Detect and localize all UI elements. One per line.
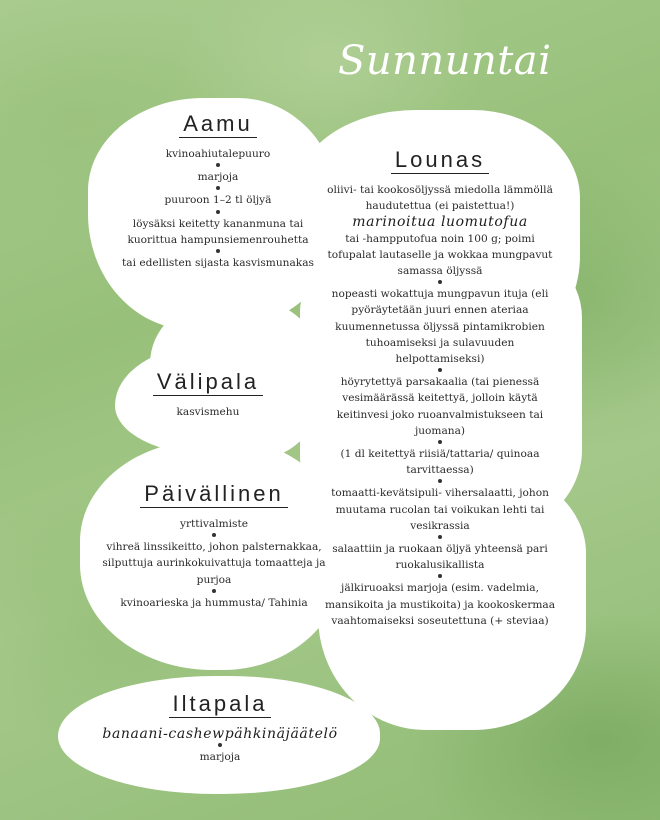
list-item: nopeasti wokattuja mungpavun ituja (eli pyöräytetään juuri ennen ateriaa kuumennetussa öljyssä pintamikrobien tuhoamiseksi ja sulavuuden helpottamiseksi): [331, 288, 549, 366]
section-lounas: [320, 148, 560, 629]
lounas-intro2: tai -hampputofua noin 100 g; poimi tofupalat lautaselle ja wokkaa mungpavut samassa öljyssä: [327, 232, 553, 278]
bullet-dot: [438, 479, 442, 483]
lounas-highlight: marinoitua luomutofua: [352, 214, 528, 231]
bullet-dot: [218, 743, 222, 747]
section-paivallinen: [94, 482, 334, 611]
list-item: jälkiruoaksi marjoja (esim. vadelmia, mansikoita ja mustikoita) ja kookoskermaa vaahtomaiseksi soseutettuna (+ steviaa): [324, 582, 556, 627]
valipala-heading: Välipala: [153, 370, 263, 396]
bullet-dot: [438, 440, 442, 444]
section-aamu: [118, 112, 318, 271]
list-item: vihreä linssikeitto, johon palsternakkaa, silputtuja aurinkokuivattuja tomaatteja ja purjoa: [102, 541, 326, 586]
aamu-heading: Aamu: [179, 112, 256, 138]
list-item: puuroon 1–2 tl öljyä: [164, 194, 272, 207]
list-item: tai edellisten sijasta kasvismunakas: [122, 257, 314, 270]
bullet-dot: [438, 535, 442, 539]
list-item: (1 dl keitettyä riisiä/tattaria/ quinoaa tarvittaessa): [340, 448, 540, 477]
bullet-dot: [438, 368, 442, 372]
list-item: höyrytettyä parsakaalia (tai pienessä vesimäärässä keitettyä, jolloin käytä keitinvesi joko ruoanvalmistukseen tai juomana): [336, 376, 544, 437]
list-item: marjoja: [197, 171, 239, 184]
bullet-dot: [212, 589, 216, 593]
page-title: Sunnuntai: [338, 38, 552, 84]
bullet-dot: [216, 249, 220, 253]
section-iltapala: [70, 692, 370, 765]
bullet-dot: [216, 186, 220, 190]
iltapala-highlight: banaani-cashewpähkinäjäätelö: [102, 726, 338, 742]
iltapala-heading: Iltapala: [169, 692, 272, 718]
paivallinen-heading: Päivällinen: [140, 482, 287, 508]
bullet-dot: [216, 210, 220, 214]
list-item: salaattiin ja ruokaan öljyä yhteensä pari ruokalusikallista: [332, 543, 548, 572]
section-valipala: [138, 370, 278, 420]
bullet-dot: [216, 163, 220, 167]
bullet-dot: [438, 280, 442, 284]
list-item: tomaatti-kevätsipuli- vihersalaatti, johon muutama rucolan tai voikukan lehti tai vesikrassia: [331, 487, 549, 532]
list-item: löysäksi keitetty kananmuna tai kuorittua hampunsiemenrouhetta: [127, 217, 309, 246]
list-item: kvinoarieska ja hummusta/ Tahinia: [120, 596, 308, 609]
lounas-heading: Lounas: [391, 148, 489, 174]
list-item: kvinoahiutalepuuro: [165, 148, 271, 160]
list-item: yrttivalmiste: [179, 518, 249, 530]
bullet-dot: [212, 533, 216, 537]
lounas-intro: oliivi- tai kookosöljyssä miedolla lämmöllä haudutettua (ei paistettua!): [327, 184, 553, 213]
list-item: marjoja: [199, 751, 241, 764]
bullet-dot: [438, 574, 442, 578]
list-item: kasvismehu: [176, 406, 240, 418]
